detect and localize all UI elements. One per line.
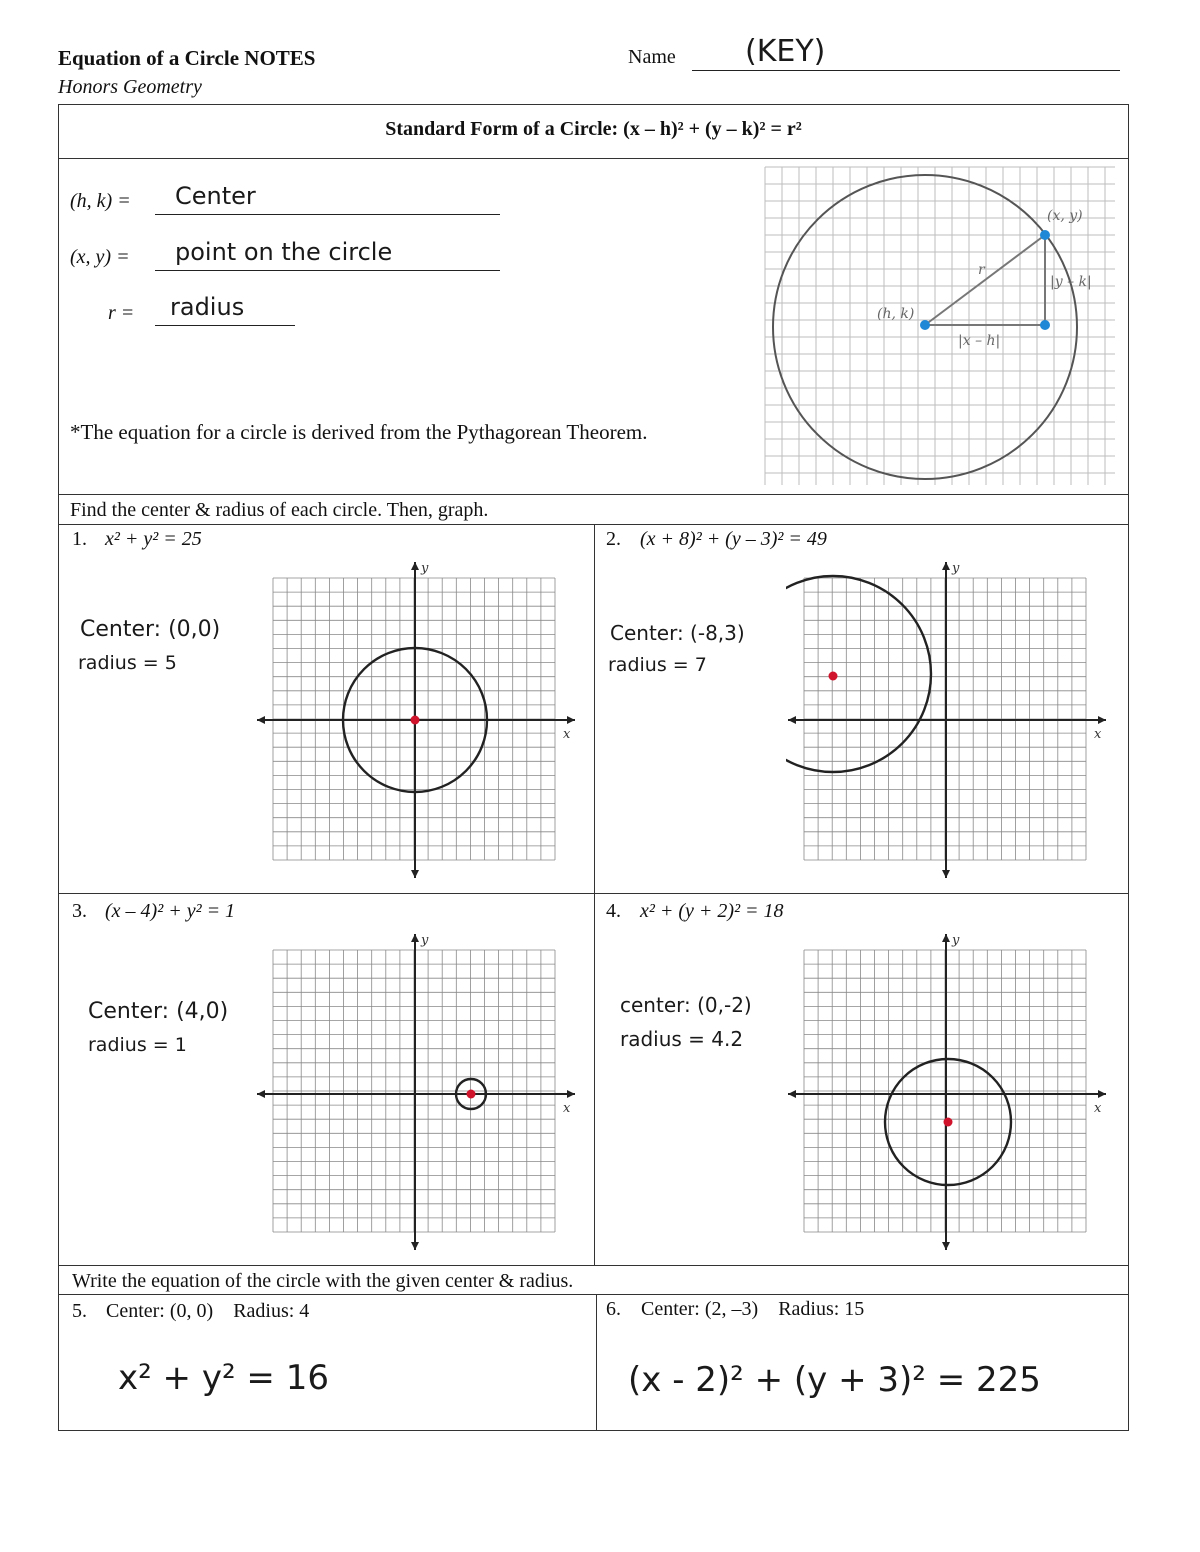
page-title: Equation of a Circle NOTES bbox=[58, 46, 316, 70]
x-axis-label: x bbox=[1094, 727, 1102, 742]
x-axis-label: x bbox=[1094, 1101, 1102, 1116]
problem-2-equation: (x + 8)² + (y – 3)² = 49 bbox=[640, 528, 827, 550]
def-symbol-point: (x, y) = bbox=[70, 246, 130, 268]
pythagorean-note: *The equation for a circle is derived from the Pythagorean Theorem. bbox=[70, 420, 648, 444]
name-line bbox=[692, 70, 1120, 71]
def-line-center bbox=[155, 214, 500, 215]
y-axis-label: y bbox=[952, 561, 960, 576]
label-dy: |y – k| bbox=[1050, 274, 1092, 290]
problem-3-equation: (x – 4)² + y² = 1 bbox=[105, 900, 236, 922]
problem-4-equation: x² + (y + 2)² = 18 bbox=[640, 900, 784, 922]
problem-1-radius: radius = 5 bbox=[78, 652, 177, 674]
label-xy: (x, y) bbox=[1047, 208, 1083, 224]
center-point bbox=[920, 320, 930, 330]
problem-1-equation: x² + y² = 25 bbox=[105, 528, 202, 550]
right-angle-point bbox=[1040, 320, 1050, 330]
center-dot bbox=[411, 716, 420, 725]
graphed-circle bbox=[786, 576, 931, 772]
problem-3-number: 3. bbox=[72, 900, 87, 922]
problem-4-radius: radius = 4.2 bbox=[620, 1027, 744, 1051]
def-symbol-center: (h, k) = bbox=[70, 190, 131, 212]
problem-1-number: 1. bbox=[72, 528, 87, 550]
problem-4-number: 4. bbox=[606, 900, 621, 922]
problem-5-prompt: Center: (0, 0) Radius: 4 bbox=[106, 1300, 310, 1322]
y-axis-label: y bbox=[421, 561, 429, 576]
problem-5-number: 5. bbox=[72, 1300, 87, 1322]
standard-form-heading: Standard Form of a Circle: (x – h)² + (y – k)² = r² bbox=[385, 118, 802, 140]
y-axis-label: y bbox=[421, 933, 429, 948]
center-dot bbox=[829, 672, 838, 681]
problem-5-answer: x² + y² = 16 bbox=[118, 1358, 329, 1398]
def-symbol-radius: r = bbox=[108, 302, 135, 324]
divider-section2 bbox=[58, 1294, 1129, 1295]
name-label: Name bbox=[628, 46, 676, 68]
problem-6-prompt: Center: (2, –3) Radius: 15 bbox=[641, 1298, 865, 1320]
divider-column-2 bbox=[596, 1294, 597, 1431]
problem-2-number: 2. bbox=[606, 528, 621, 550]
problem-1-center: Center: (0,0) bbox=[80, 617, 221, 642]
divider-section2-top bbox=[58, 1265, 1129, 1266]
section1-instruction: Find the center & radius of each circle. Then, graph. bbox=[70, 499, 489, 521]
problem-2-center: Center: (-8,3) bbox=[610, 621, 745, 645]
label-hk: (h, k) bbox=[877, 306, 915, 322]
label-r: r bbox=[978, 262, 985, 278]
graph-problem-4 bbox=[786, 930, 1116, 1255]
def-value-center: Center bbox=[175, 182, 256, 210]
problem-6-number: 6. bbox=[606, 1298, 621, 1320]
point-on-circle bbox=[1040, 230, 1050, 240]
circle-reference-diagram bbox=[760, 162, 1120, 490]
graph-problem-1 bbox=[255, 558, 585, 883]
divider-column bbox=[594, 524, 595, 1265]
divider-notes bbox=[58, 494, 1129, 495]
graph-problem-2 bbox=[786, 558, 1116, 883]
label-dx: |x – h| bbox=[958, 333, 1001, 349]
y-axis-label: y bbox=[952, 933, 960, 948]
page-subtitle: Honors Geometry bbox=[58, 76, 202, 98]
def-value-point: point on the circle bbox=[175, 238, 393, 266]
problem-3-center: Center: (4,0) bbox=[88, 999, 229, 1024]
center-dot bbox=[944, 1118, 953, 1127]
x-axis-label: x bbox=[563, 1101, 571, 1116]
def-line-radius bbox=[155, 325, 295, 326]
graph-problem-3 bbox=[255, 930, 585, 1255]
center-dot bbox=[467, 1090, 476, 1099]
x-axis-label: x bbox=[563, 727, 571, 742]
divider-standard-form bbox=[58, 158, 1129, 159]
problem-6-answer: (x - 2)² + (y + 3)² = 225 bbox=[628, 1360, 1041, 1400]
problem-3-radius: radius = 1 bbox=[88, 1034, 187, 1056]
def-line-point bbox=[155, 270, 500, 271]
section2-instruction: Write the equation of the circle with the given center & radius. bbox=[72, 1270, 574, 1292]
def-value-radius: radius bbox=[170, 293, 245, 321]
name-value: (KEY) bbox=[745, 34, 826, 69]
problem-2-radius: radius = 7 bbox=[608, 654, 707, 676]
problem-4-center: center: (0,-2) bbox=[620, 993, 752, 1017]
radius-segment bbox=[925, 235, 1045, 325]
